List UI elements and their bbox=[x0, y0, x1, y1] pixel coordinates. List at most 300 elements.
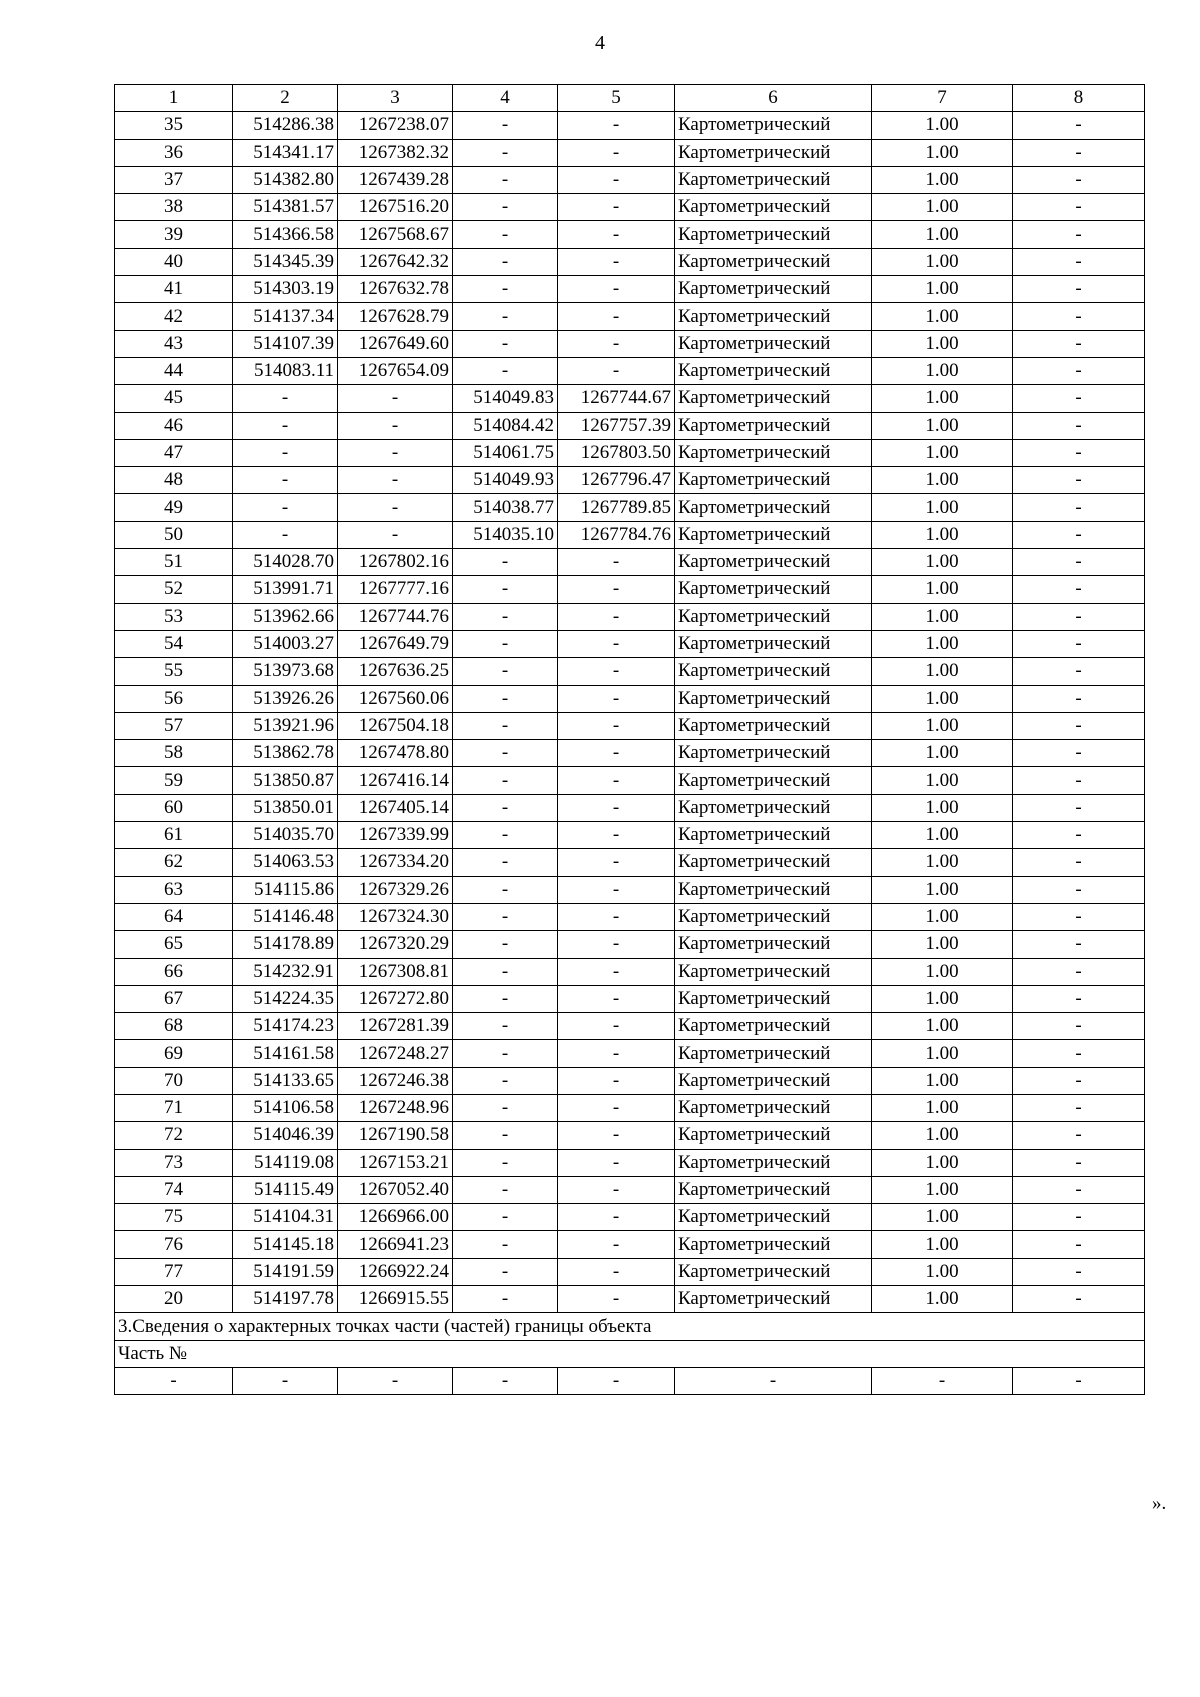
cell-x-new: - bbox=[453, 576, 558, 603]
cell-x-existing: 514178.89 bbox=[233, 931, 338, 958]
cell-point-number: 57 bbox=[115, 712, 233, 739]
cell-accuracy: 1.00 bbox=[872, 1013, 1013, 1040]
cell-description: - bbox=[1013, 1286, 1145, 1313]
table-row bbox=[115, 822, 1145, 849]
cell-y-existing: 1267642.32 bbox=[338, 248, 453, 275]
cell-y-new: - bbox=[558, 1013, 675, 1040]
table-row bbox=[115, 1094, 1145, 1121]
cell-description: - bbox=[1013, 630, 1145, 657]
cell-point-number: 47 bbox=[115, 439, 233, 466]
cell-x-existing: 513926.26 bbox=[233, 685, 338, 712]
cell-accuracy: 1.00 bbox=[872, 876, 1013, 903]
cell-y-new: - bbox=[558, 276, 675, 303]
cell-y-new: 1267744.67 bbox=[558, 385, 675, 412]
cell-x-new: - bbox=[453, 248, 558, 275]
cell-y-existing: 1267238.07 bbox=[338, 112, 453, 139]
cell-y-existing: 1266941.23 bbox=[338, 1231, 453, 1258]
table-row bbox=[115, 221, 1145, 248]
cell-x-new: - bbox=[453, 139, 558, 166]
cell-x-new: - bbox=[453, 1231, 558, 1258]
cell-accuracy: 1.00 bbox=[872, 1258, 1013, 1285]
cell-y-existing: 1267334.20 bbox=[338, 849, 453, 876]
cell-accuracy: 1.00 bbox=[872, 139, 1013, 166]
cell-y-new: - bbox=[558, 958, 675, 985]
cell-y-new: - bbox=[558, 822, 675, 849]
cell-accuracy: 1.00 bbox=[872, 357, 1013, 384]
table-row bbox=[115, 1204, 1145, 1231]
cell-accuracy: 1.00 bbox=[872, 494, 1013, 521]
cell-x-new: 514061.75 bbox=[453, 439, 558, 466]
cell-x-new: - bbox=[453, 166, 558, 193]
cell-y-existing: 1267654.09 bbox=[338, 357, 453, 384]
cell-method: Картометрический bbox=[675, 1122, 872, 1149]
table-row bbox=[115, 248, 1145, 275]
cell-point-number: 42 bbox=[115, 303, 233, 330]
cell-point-number: 63 bbox=[115, 876, 233, 903]
cell-method: Картометрический bbox=[675, 603, 872, 630]
cell-method: Картометрический bbox=[675, 1013, 872, 1040]
cell-empty: - bbox=[233, 1367, 338, 1394]
cell-x-existing: - bbox=[233, 521, 338, 548]
table-row bbox=[115, 685, 1145, 712]
cell-x-existing: 514035.70 bbox=[233, 822, 338, 849]
cell-point-number: 59 bbox=[115, 767, 233, 794]
empty-part-row bbox=[115, 1367, 1145, 1394]
cell-x-new: - bbox=[453, 303, 558, 330]
table-row bbox=[115, 794, 1145, 821]
table-row bbox=[115, 903, 1145, 930]
cell-description: - bbox=[1013, 1176, 1145, 1203]
table-row bbox=[115, 412, 1145, 439]
cell-x-existing: 514341.17 bbox=[233, 139, 338, 166]
cell-y-new: - bbox=[558, 1122, 675, 1149]
cell-y-new: - bbox=[558, 712, 675, 739]
cell-y-new: - bbox=[558, 931, 675, 958]
cell-x-existing: 513921.96 bbox=[233, 712, 338, 739]
cell-description: - bbox=[1013, 221, 1145, 248]
cell-point-number: 51 bbox=[115, 549, 233, 576]
column-header-2: 2 bbox=[233, 85, 338, 112]
cell-y-existing: 1267248.96 bbox=[338, 1094, 453, 1121]
cell-x-existing: 514381.57 bbox=[233, 194, 338, 221]
cell-y-existing: - bbox=[338, 412, 453, 439]
cell-x-existing: - bbox=[233, 412, 338, 439]
cell-method: Картометрический bbox=[675, 549, 872, 576]
table-row bbox=[115, 1286, 1145, 1313]
table-row bbox=[115, 1067, 1145, 1094]
cell-x-new: - bbox=[453, 357, 558, 384]
cell-accuracy: 1.00 bbox=[872, 931, 1013, 958]
cell-y-new: - bbox=[558, 849, 675, 876]
cell-empty: - bbox=[453, 1367, 558, 1394]
cell-x-new: - bbox=[453, 1013, 558, 1040]
cell-y-new: - bbox=[558, 1149, 675, 1176]
cell-method: Картометрический bbox=[675, 712, 872, 739]
table-row bbox=[115, 549, 1145, 576]
cell-point-number: 46 bbox=[115, 412, 233, 439]
cell-x-existing: - bbox=[233, 467, 338, 494]
cell-description: - bbox=[1013, 685, 1145, 712]
cell-method: Картометрический bbox=[675, 630, 872, 657]
cell-description: - bbox=[1013, 1122, 1145, 1149]
cell-y-existing: 1267516.20 bbox=[338, 194, 453, 221]
cell-x-existing: 514286.38 bbox=[233, 112, 338, 139]
cell-y-new: - bbox=[558, 303, 675, 330]
cell-description: - bbox=[1013, 1013, 1145, 1040]
cell-accuracy: 1.00 bbox=[872, 985, 1013, 1012]
cell-description: - bbox=[1013, 931, 1145, 958]
cell-y-existing: 1267802.16 bbox=[338, 549, 453, 576]
cell-point-number: 50 bbox=[115, 521, 233, 548]
cell-method: Картометрический bbox=[675, 740, 872, 767]
cell-x-existing: 514104.31 bbox=[233, 1204, 338, 1231]
cell-description: - bbox=[1013, 876, 1145, 903]
cell-x-existing: 514115.86 bbox=[233, 876, 338, 903]
cell-y-new: - bbox=[558, 549, 675, 576]
cell-y-existing: 1266966.00 bbox=[338, 1204, 453, 1231]
cell-y-existing: - bbox=[338, 494, 453, 521]
table-row bbox=[115, 330, 1145, 357]
cell-accuracy: 1.00 bbox=[872, 1231, 1013, 1258]
cell-y-existing: 1267416.14 bbox=[338, 767, 453, 794]
cell-y-existing: 1266915.55 bbox=[338, 1286, 453, 1313]
cell-y-new: 1267784.76 bbox=[558, 521, 675, 548]
cell-y-existing: 1267632.78 bbox=[338, 276, 453, 303]
cell-accuracy: 1.00 bbox=[872, 439, 1013, 466]
cell-method: Картометрический bbox=[675, 412, 872, 439]
table-row bbox=[115, 494, 1145, 521]
table-row bbox=[115, 1040, 1145, 1067]
cell-method: Картометрический bbox=[675, 330, 872, 357]
cell-accuracy: 1.00 bbox=[872, 221, 1013, 248]
cell-x-existing: 513850.01 bbox=[233, 794, 338, 821]
cell-x-existing: 514382.80 bbox=[233, 166, 338, 193]
table-row bbox=[115, 521, 1145, 548]
cell-point-number: 43 bbox=[115, 330, 233, 357]
cell-accuracy: 1.00 bbox=[872, 658, 1013, 685]
cell-x-new: - bbox=[453, 549, 558, 576]
cell-description: - bbox=[1013, 112, 1145, 139]
cell-y-new: 1267789.85 bbox=[558, 494, 675, 521]
column-header-8: 8 bbox=[1013, 85, 1145, 112]
cell-x-new: - bbox=[453, 767, 558, 794]
cell-description: - bbox=[1013, 494, 1145, 521]
cell-description: - bbox=[1013, 576, 1145, 603]
table-row bbox=[115, 1149, 1145, 1176]
cell-description: - bbox=[1013, 603, 1145, 630]
cell-empty: - bbox=[1013, 1367, 1145, 1394]
cell-method: Картометрический bbox=[675, 439, 872, 466]
cell-x-new: - bbox=[453, 1067, 558, 1094]
cell-x-new: - bbox=[453, 194, 558, 221]
cell-x-new: - bbox=[453, 603, 558, 630]
cell-method: Картометрический bbox=[675, 931, 872, 958]
cell-method: Картометрический bbox=[675, 1204, 872, 1231]
cell-y-existing: 1267628.79 bbox=[338, 303, 453, 330]
cell-method: Картометрический bbox=[675, 1176, 872, 1203]
cell-y-new: - bbox=[558, 1286, 675, 1313]
cell-description: - bbox=[1013, 1258, 1145, 1285]
cell-description: - bbox=[1013, 903, 1145, 930]
section-title: 3.Сведения о характерных точках части (частей) границы объекта bbox=[115, 1313, 1145, 1340]
table-row bbox=[115, 194, 1145, 221]
cell-y-new: 1267803.50 bbox=[558, 439, 675, 466]
part-label: Часть № bbox=[115, 1340, 1145, 1367]
table-row bbox=[115, 139, 1145, 166]
cell-x-new: - bbox=[453, 1094, 558, 1121]
cell-description: - bbox=[1013, 1231, 1145, 1258]
cell-accuracy: 1.00 bbox=[872, 385, 1013, 412]
cell-x-existing: - bbox=[233, 494, 338, 521]
cell-point-number: 56 bbox=[115, 685, 233, 712]
cell-x-existing: 514345.39 bbox=[233, 248, 338, 275]
table-row bbox=[115, 439, 1145, 466]
cell-point-number: 64 bbox=[115, 903, 233, 930]
cell-method: Картометрический bbox=[675, 139, 872, 166]
cell-accuracy: 1.00 bbox=[872, 740, 1013, 767]
table-row bbox=[115, 1122, 1145, 1149]
cell-x-new: - bbox=[453, 903, 558, 930]
cell-point-number: 20 bbox=[115, 1286, 233, 1313]
cell-y-new: - bbox=[558, 985, 675, 1012]
cell-accuracy: 1.00 bbox=[872, 521, 1013, 548]
table-row bbox=[115, 467, 1145, 494]
cell-empty: - bbox=[115, 1367, 233, 1394]
cell-x-existing: 514107.39 bbox=[233, 330, 338, 357]
cell-description: - bbox=[1013, 767, 1145, 794]
table-header-row bbox=[115, 85, 1145, 112]
cell-x-existing: 514133.65 bbox=[233, 1067, 338, 1094]
cell-x-new: - bbox=[453, 276, 558, 303]
cell-x-new: - bbox=[453, 740, 558, 767]
table-body bbox=[115, 112, 1145, 1395]
cell-x-new: - bbox=[453, 1040, 558, 1067]
cell-description: - bbox=[1013, 303, 1145, 330]
cell-point-number: 58 bbox=[115, 740, 233, 767]
part-label-row bbox=[115, 1340, 1145, 1367]
cell-y-new: - bbox=[558, 1204, 675, 1231]
column-header-7: 7 bbox=[872, 85, 1013, 112]
cell-point-number: 74 bbox=[115, 1176, 233, 1203]
cell-accuracy: 1.00 bbox=[872, 685, 1013, 712]
cell-y-new: - bbox=[558, 603, 675, 630]
cell-accuracy: 1.00 bbox=[872, 630, 1013, 657]
cell-method: Картометрический bbox=[675, 1231, 872, 1258]
column-header-4: 4 bbox=[453, 85, 558, 112]
cell-description: - bbox=[1013, 385, 1145, 412]
cell-y-new: - bbox=[558, 194, 675, 221]
cell-point-number: 48 bbox=[115, 467, 233, 494]
cell-y-existing: 1267339.99 bbox=[338, 822, 453, 849]
cell-x-new: - bbox=[453, 849, 558, 876]
cell-description: - bbox=[1013, 822, 1145, 849]
cell-y-existing: 1267744.76 bbox=[338, 603, 453, 630]
table-row bbox=[115, 712, 1145, 739]
cell-method: Картометрический bbox=[675, 221, 872, 248]
cell-x-existing: 514137.34 bbox=[233, 303, 338, 330]
cell-method: Картометрический bbox=[675, 1286, 872, 1313]
cell-x-new: - bbox=[453, 1204, 558, 1231]
cell-description: - bbox=[1013, 1094, 1145, 1121]
cell-description: - bbox=[1013, 521, 1145, 548]
cell-accuracy: 1.00 bbox=[872, 903, 1013, 930]
cell-x-new: 514049.83 bbox=[453, 385, 558, 412]
cell-accuracy: 1.00 bbox=[872, 467, 1013, 494]
table-row bbox=[115, 1258, 1145, 1285]
cell-description: - bbox=[1013, 658, 1145, 685]
cell-x-existing: 513991.71 bbox=[233, 576, 338, 603]
table-row bbox=[115, 576, 1145, 603]
cell-y-existing: 1267190.58 bbox=[338, 1122, 453, 1149]
cell-x-existing: 514174.23 bbox=[233, 1013, 338, 1040]
cell-x-new: - bbox=[453, 658, 558, 685]
cell-point-number: 62 bbox=[115, 849, 233, 876]
cell-y-new: - bbox=[558, 685, 675, 712]
table-row bbox=[115, 849, 1145, 876]
cell-point-number: 38 bbox=[115, 194, 233, 221]
cell-y-new: - bbox=[558, 330, 675, 357]
table-row bbox=[115, 658, 1145, 685]
cell-description: - bbox=[1013, 1040, 1145, 1067]
boundary-points-table bbox=[114, 84, 1145, 1395]
cell-point-number: 66 bbox=[115, 958, 233, 985]
cell-y-existing: - bbox=[338, 439, 453, 466]
cell-point-number: 45 bbox=[115, 385, 233, 412]
cell-method: Картометрический bbox=[675, 166, 872, 193]
cell-accuracy: 1.00 bbox=[872, 794, 1013, 821]
cell-accuracy: 1.00 bbox=[872, 412, 1013, 439]
cell-empty: - bbox=[338, 1367, 453, 1394]
cell-x-existing: 514197.78 bbox=[233, 1286, 338, 1313]
cell-y-existing: 1267405.14 bbox=[338, 794, 453, 821]
table-row bbox=[115, 958, 1145, 985]
table-row bbox=[115, 385, 1145, 412]
cell-method: Картометрический bbox=[675, 112, 872, 139]
cell-description: - bbox=[1013, 357, 1145, 384]
cell-method: Картометрический bbox=[675, 1067, 872, 1094]
cell-accuracy: 1.00 bbox=[872, 958, 1013, 985]
cell-x-existing: 513850.87 bbox=[233, 767, 338, 794]
cell-x-existing: 514115.49 bbox=[233, 1176, 338, 1203]
cell-accuracy: 1.00 bbox=[872, 330, 1013, 357]
cell-y-new: - bbox=[558, 576, 675, 603]
cell-x-new: - bbox=[453, 630, 558, 657]
cell-method: Картометрический bbox=[675, 521, 872, 548]
cell-accuracy: 1.00 bbox=[872, 849, 1013, 876]
cell-method: Картометрический bbox=[675, 876, 872, 903]
cell-x-existing: - bbox=[233, 385, 338, 412]
cell-y-new: - bbox=[558, 1231, 675, 1258]
table-header bbox=[115, 85, 1145, 112]
cell-y-existing: 1267560.06 bbox=[338, 685, 453, 712]
cell-method: Картометрический bbox=[675, 303, 872, 330]
table-row bbox=[115, 357, 1145, 384]
cell-point-number: 54 bbox=[115, 630, 233, 657]
cell-description: - bbox=[1013, 467, 1145, 494]
cell-method: Картометрический bbox=[675, 357, 872, 384]
cell-accuracy: 1.00 bbox=[872, 822, 1013, 849]
cell-description: - bbox=[1013, 794, 1145, 821]
cell-x-existing: 514106.58 bbox=[233, 1094, 338, 1121]
cell-method: Картометрический bbox=[675, 576, 872, 603]
cell-x-new: - bbox=[453, 822, 558, 849]
cell-y-new: - bbox=[558, 1094, 675, 1121]
cell-y-existing: 1267329.26 bbox=[338, 876, 453, 903]
cell-accuracy: 1.00 bbox=[872, 1067, 1013, 1094]
cell-y-new: - bbox=[558, 1040, 675, 1067]
cell-x-new: - bbox=[453, 794, 558, 821]
cell-x-new: 514035.10 bbox=[453, 521, 558, 548]
cell-y-new: - bbox=[558, 248, 675, 275]
cell-point-number: 55 bbox=[115, 658, 233, 685]
column-header-6: 6 bbox=[675, 85, 872, 112]
cell-y-existing: 1267272.80 bbox=[338, 985, 453, 1012]
closing-quote-mark: ». bbox=[1152, 1493, 1167, 1514]
cell-accuracy: 1.00 bbox=[872, 603, 1013, 630]
cell-y-new: - bbox=[558, 1258, 675, 1285]
cell-x-new: - bbox=[453, 112, 558, 139]
cell-y-existing: 1267382.32 bbox=[338, 139, 453, 166]
cell-method: Картометрический bbox=[675, 794, 872, 821]
cell-y-new: - bbox=[558, 112, 675, 139]
cell-description: - bbox=[1013, 985, 1145, 1012]
cell-x-existing: 514366.58 bbox=[233, 221, 338, 248]
cell-x-new: - bbox=[453, 1122, 558, 1149]
cell-x-existing: 514083.11 bbox=[233, 357, 338, 384]
cell-point-number: 35 bbox=[115, 112, 233, 139]
cell-description: - bbox=[1013, 248, 1145, 275]
cell-method: Картометрический bbox=[675, 903, 872, 930]
cell-y-existing: 1267649.60 bbox=[338, 330, 453, 357]
cell-point-number: 61 bbox=[115, 822, 233, 849]
cell-description: - bbox=[1013, 1067, 1145, 1094]
cell-x-existing: 514232.91 bbox=[233, 958, 338, 985]
table-row bbox=[115, 112, 1145, 139]
cell-accuracy: 1.00 bbox=[872, 712, 1013, 739]
cell-y-new: - bbox=[558, 139, 675, 166]
cell-y-new: - bbox=[558, 794, 675, 821]
cell-description: - bbox=[1013, 849, 1145, 876]
cell-method: Картометрический bbox=[675, 767, 872, 794]
cell-point-number: 73 bbox=[115, 1149, 233, 1176]
cell-x-existing: 513862.78 bbox=[233, 740, 338, 767]
cell-accuracy: 1.00 bbox=[872, 767, 1013, 794]
table-row bbox=[115, 1231, 1145, 1258]
cell-y-existing: 1267246.38 bbox=[338, 1067, 453, 1094]
cell-point-number: 41 bbox=[115, 276, 233, 303]
cell-accuracy: 1.00 bbox=[872, 1040, 1013, 1067]
cell-method: Картометрический bbox=[675, 685, 872, 712]
column-header-1: 1 bbox=[115, 85, 233, 112]
cell-method: Картометрический bbox=[675, 248, 872, 275]
cell-point-number: 37 bbox=[115, 166, 233, 193]
cell-accuracy: 1.00 bbox=[872, 276, 1013, 303]
cell-y-new: - bbox=[558, 630, 675, 657]
cell-y-new: - bbox=[558, 221, 675, 248]
cell-method: Картометрический bbox=[675, 385, 872, 412]
cell-point-number: 44 bbox=[115, 357, 233, 384]
cell-point-number: 72 bbox=[115, 1122, 233, 1149]
cell-y-new: - bbox=[558, 903, 675, 930]
cell-x-existing: - bbox=[233, 439, 338, 466]
cell-y-existing: 1267324.30 bbox=[338, 903, 453, 930]
table-row bbox=[115, 931, 1145, 958]
cell-y-existing: 1267320.29 bbox=[338, 931, 453, 958]
table-row bbox=[115, 876, 1145, 903]
cell-y-new: 1267757.39 bbox=[558, 412, 675, 439]
column-header-3: 3 bbox=[338, 85, 453, 112]
table-row bbox=[115, 166, 1145, 193]
